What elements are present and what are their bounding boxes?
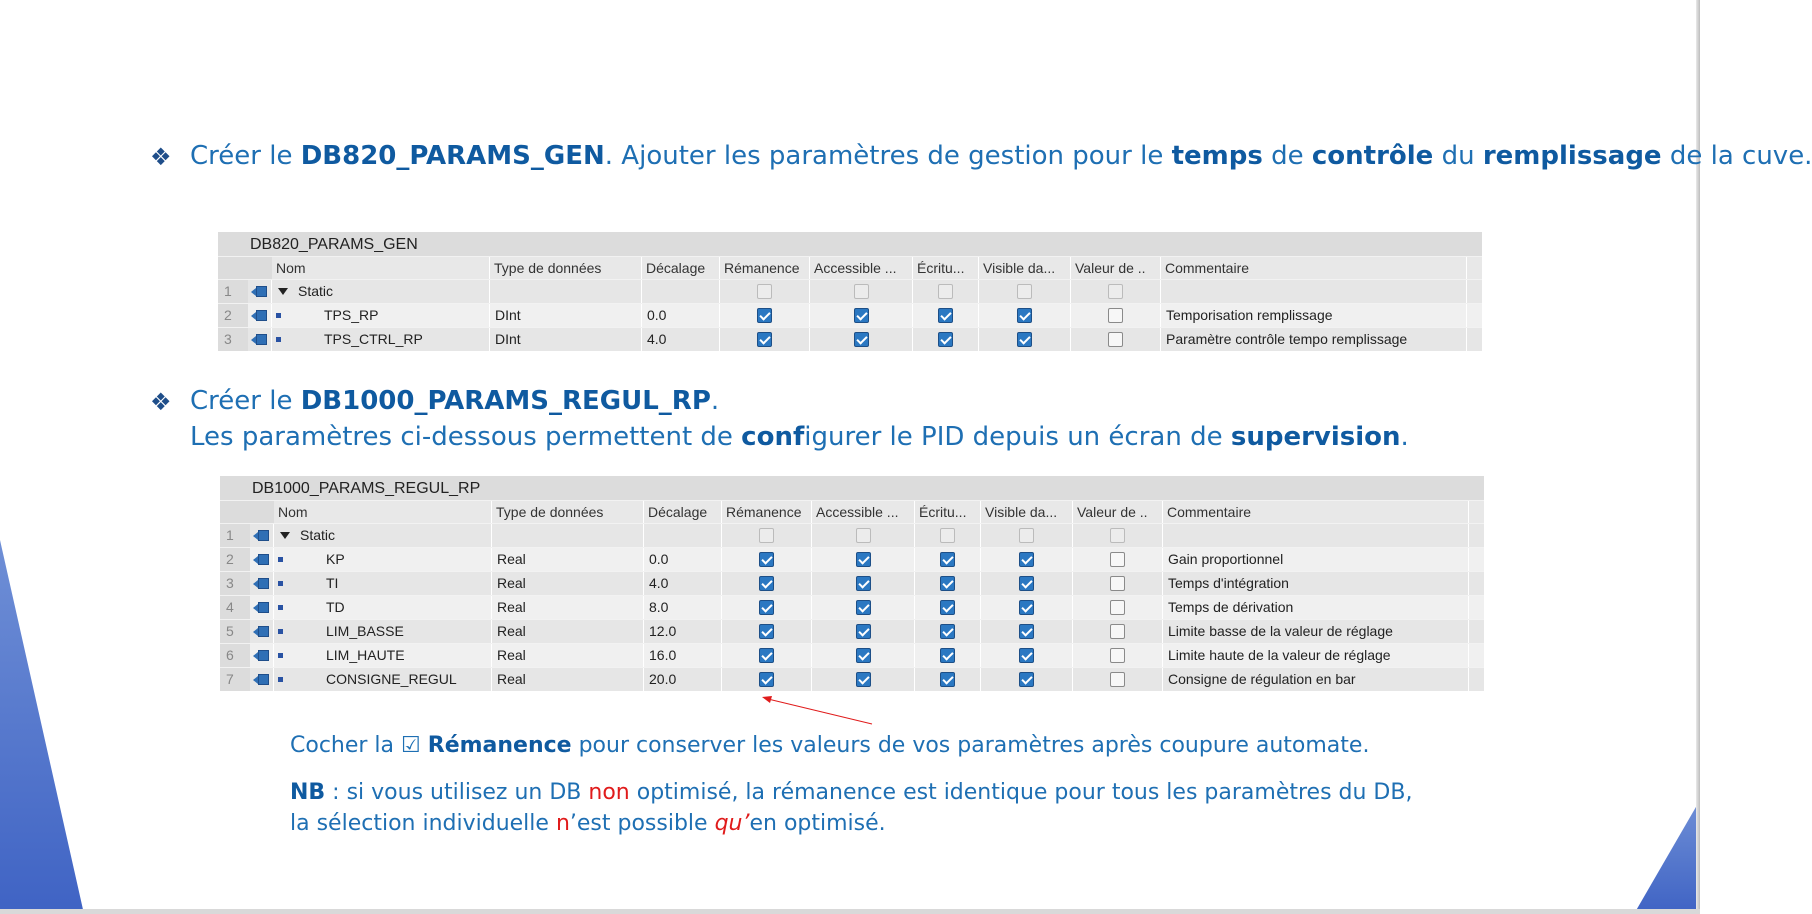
row-icon-cell [250,620,274,643]
variable-name: Static [298,283,334,299]
row-icon-cell [250,548,274,571]
offset-cell: 8.0 [644,596,722,619]
checkbox-checked[interactable] [940,624,955,639]
table-row[interactable] [218,303,1482,327]
row-number: 4 [220,596,250,619]
checkbox-cell [915,644,981,667]
note-remanence [290,733,1369,758]
comment-cell[interactable]: Temps de dérivation [1163,596,1469,619]
checkbox-unchecked[interactable] [856,528,871,543]
checkbox-unchecked[interactable] [1108,284,1123,299]
checkbox-checked[interactable] [854,332,869,347]
text: en optimisé. [749,811,886,836]
column-header[interactable]: Type de données [490,257,642,279]
header-spacer [220,501,274,523]
column-header[interactable]: Rémanence [722,501,812,523]
text: optimisé, la rémanence est identique pour tous les paramètres du DB, [629,780,1413,805]
variable-name-cell[interactable] [274,620,492,643]
checkbox-checked[interactable] [1019,672,1034,687]
row-number: 5 [220,620,250,643]
variable-icon [276,313,281,318]
checkbox-unchecked[interactable] [1110,600,1125,615]
row-icon-cell [250,524,274,547]
data-type-cell[interactable]: Real [492,644,644,667]
text: igurer le PID depuis un écran de [804,422,1231,452]
variable-name-cell[interactable] [274,668,492,691]
checkbox-checked[interactable] [856,552,871,567]
checkbox-unchecked[interactable] [1110,648,1125,663]
checkbox-cell [812,572,915,595]
row-icon-cell [250,596,274,619]
checkbox-cell [722,644,812,667]
offset-cell: 0.0 [644,548,722,571]
checkbox-checked[interactable] [940,648,955,663]
checkbox-checked[interactable] [757,332,772,347]
variable-name: TPS_RP [324,307,379,323]
checkbox-checked[interactable] [940,600,955,615]
checkbox-unchecked[interactable] [1110,552,1125,567]
row-icon-cell [248,328,272,351]
variable-icon [276,337,281,342]
checkbox-cell [812,524,915,547]
checkbox-checked[interactable] [856,624,871,639]
row-number: 2 [220,548,250,571]
text: . Ajouter les paramètres de gestion pour le [604,141,1172,171]
checkbox-cell [981,572,1073,595]
variable-name-cell[interactable] [272,328,490,351]
checkbox-checked[interactable] [759,576,774,591]
checkbox-cell [981,644,1073,667]
comment-cell[interactable]: Limite haute de la valeur de réglage [1163,644,1469,667]
text: la sélection individuelle [290,811,556,836]
keyword: conf [741,422,805,452]
keyword: NB [290,780,326,805]
note-nb-line-2 [290,811,886,836]
data-type-cell[interactable]: Real [492,548,644,571]
keyword: contrôle [1311,141,1434,171]
row-icon-cell [248,304,272,327]
keyword: supervision [1230,422,1401,452]
checkbox-checked[interactable] [1019,624,1034,639]
db-interface-icon [251,334,267,345]
comment-cell[interactable] [1161,280,1467,303]
variable-name-cell[interactable] [274,644,492,667]
checkbox-unchecked[interactable] [1108,332,1123,347]
row-number: 1 [220,524,250,547]
variable-name-cell[interactable] [274,572,492,595]
checkbox-checked[interactable] [856,648,871,663]
text: Les paramètres ci-dessous permettent de [190,422,742,452]
checkbox-cell [915,596,981,619]
column-header[interactable]: Accessible ... [812,501,915,523]
text: du [1433,141,1483,171]
checkbox-cell [979,328,1071,351]
slide-edge [1696,0,1700,914]
checkbox-cell [913,328,979,351]
checkbox-checked[interactable] [1019,576,1034,591]
db-interface-icon [253,554,269,565]
text: Cocher la ☑ [290,733,428,758]
db-interface-icon [253,530,269,541]
db-table-params-regul [220,476,1484,691]
comment-cell[interactable]: Limite basse de la valeur de réglage [1163,620,1469,643]
checkbox-cell [722,548,812,571]
offset-cell: 20.0 [644,668,722,691]
column-header[interactable]: Visible da... [981,501,1073,523]
instruction-line-2 [190,386,719,416]
checkbox-cell [812,644,915,667]
column-header[interactable]: Décalage [644,501,722,523]
expand-arrow-icon[interactable] [280,532,290,539]
checkbox-cell [1071,328,1161,351]
highlight: n [555,811,570,836]
data-type-cell[interactable]: DInt [490,328,642,351]
table-row[interactable] [218,279,1482,303]
data-type-cell[interactable] [490,280,642,303]
data-type-cell[interactable]: DInt [490,304,642,327]
db-table-title: DB1000_PARAMS_REGUL_RP [220,476,1484,500]
checkbox-cell [722,596,812,619]
checkbox-unchecked[interactable] [759,528,774,543]
comment-cell[interactable]: Gain proportionnel [1163,548,1469,571]
checkbox-cell [810,304,913,327]
checkbox-checked[interactable] [1019,552,1034,567]
expand-arrow-icon[interactable] [278,288,288,295]
text: . [1400,422,1409,452]
table-row[interactable] [220,547,1484,571]
checkbox-cell [1073,572,1163,595]
instruction-line-3 [190,422,1409,452]
variable-name: LIM_BASSE [326,623,404,639]
comment-cell[interactable]: Paramètre contrôle tempo remplissage [1161,328,1467,351]
decorative-triangle-right [1634,800,1700,914]
checkbox-checked[interactable] [757,308,772,323]
checkbox-unchecked[interactable] [938,284,953,299]
checkbox-checked[interactable] [1019,600,1034,615]
db-interface-icon [253,674,269,685]
data-type-cell[interactable]: Real [492,596,644,619]
variable-icon [278,629,283,634]
checkbox-cell [812,548,915,571]
keyword: temps [1171,141,1263,171]
header-spacer [218,257,272,279]
checkbox-unchecked[interactable] [854,284,869,299]
checkbox-unchecked[interactable] [1108,308,1123,323]
column-header[interactable]: Valeur de .. [1073,501,1163,523]
variable-icon [278,557,283,562]
db-name: DB820_PARAMS_GEN [300,141,605,171]
checkbox-cell [981,548,1073,571]
highlight: non [588,780,630,805]
red-arrow-pointer [756,690,876,730]
variable-name: KP [326,551,345,567]
column-header[interactable]: Décalage [642,257,720,279]
column-header[interactable]: Commentaire [1161,257,1467,279]
text: ’est possible [569,811,715,836]
slide-bottom-edge [0,909,1700,914]
table-row[interactable] [220,619,1484,643]
row-icon-cell [250,572,274,595]
column-header[interactable]: Écritu... [915,501,981,523]
checkbox-unchecked[interactable] [1017,284,1032,299]
table-row[interactable] [218,327,1482,351]
variable-name: TD [326,599,345,615]
row-number: 1 [218,280,248,303]
data-type-cell[interactable]: Real [492,572,644,595]
checkbox-cell [812,668,915,691]
table-row[interactable] [220,667,1484,691]
variable-icon [278,653,283,658]
checkbox-unchecked[interactable] [940,528,955,543]
variable-icon [278,605,283,610]
db-interface-icon [253,578,269,589]
checkbox-unchecked[interactable] [1110,528,1125,543]
checkbox-cell [981,596,1073,619]
table-row[interactable] [220,595,1484,619]
keyword: Rémanence [427,733,572,758]
row-number: 3 [218,328,248,351]
checkbox-cell [981,620,1073,643]
db-name: DB1000_PARAMS_REGUL_RP [300,386,711,416]
checkbox-unchecked[interactable] [1110,672,1125,687]
text: . [710,386,720,416]
checkbox-checked[interactable] [938,332,953,347]
comment-cell[interactable] [1163,524,1469,547]
checkbox-cell [1071,304,1161,327]
offset-cell [642,280,720,303]
db-interface-icon [253,602,269,613]
db-interface-icon [253,650,269,661]
checkbox-checked[interactable] [759,600,774,615]
variable-name: LIM_HAUTE [326,647,405,663]
data-type-cell[interactable]: Real [492,620,644,643]
checkbox-cell [1073,524,1163,547]
data-type-cell[interactable] [492,524,644,547]
checkbox-checked[interactable] [1017,332,1032,347]
checkbox-checked[interactable] [856,576,871,591]
checkbox-cell [1073,596,1163,619]
checkbox-cell [915,620,981,643]
checkbox-cell [722,524,812,547]
checkbox-cell [722,572,812,595]
checkbox-cell [915,572,981,595]
column-header[interactable]: Valeur de .. [1071,257,1161,279]
comment-cell[interactable]: Consigne de régulation en bar [1163,668,1469,691]
offset-cell: 12.0 [644,620,722,643]
checkbox-checked[interactable] [940,576,955,591]
offset-cell [644,524,722,547]
checkbox-cell [1071,280,1161,303]
text: : si vous utilisez un DB [325,780,589,805]
decorative-triangle-left [0,540,84,914]
checkbox-cell [720,328,810,351]
checkbox-cell [1073,644,1163,667]
note-nb-line-1 [290,780,1412,805]
variable-name: TPS_CTRL_RP [324,331,423,347]
checkbox-checked[interactable] [759,624,774,639]
checkbox-cell [722,668,812,691]
keyword: remplissage [1482,141,1662,171]
checkbox-cell [979,280,1071,303]
checkbox-checked[interactable] [1019,648,1034,663]
bullet-icon: ❖ [150,143,172,171]
checkbox-cell [810,280,913,303]
column-header[interactable]: Visible da... [979,257,1071,279]
checkbox-checked[interactable] [856,672,871,687]
variable-name: TI [326,575,339,591]
table-row[interactable] [220,523,1484,547]
variable-name-cell[interactable] [274,524,492,547]
db-table-params-gen [218,232,1482,351]
comment-cell[interactable]: Temps d'intégration [1163,572,1469,595]
checkbox-checked[interactable] [938,308,953,323]
checkbox-unchecked[interactable] [1019,528,1034,543]
checkbox-unchecked[interactable] [757,284,772,299]
checkbox-cell [720,280,810,303]
checkbox-cell [915,668,981,691]
checkbox-cell [979,304,1071,327]
variable-name: Static [300,527,336,543]
text: de [1262,141,1312,171]
checkbox-cell [1073,668,1163,691]
checkbox-checked[interactable] [1017,308,1032,323]
checkbox-checked[interactable] [759,552,774,567]
checkbox-cell [1073,548,1163,571]
text: de la cuve. [1661,141,1812,171]
table-header-row [218,256,1482,279]
table-header-row [220,500,1484,523]
data-type-cell[interactable]: Real [492,668,644,691]
row-icon-cell [248,280,272,303]
checkbox-checked[interactable] [759,648,774,663]
checkbox-cell [812,620,915,643]
checkbox-checked[interactable] [940,552,955,567]
column-header[interactable]: Commentaire [1163,501,1469,523]
row-number: 3 [220,572,250,595]
checkbox-checked[interactable] [854,308,869,323]
table-row[interactable] [220,643,1484,667]
checkbox-cell [981,668,1073,691]
column-header[interactable]: Type de données [492,501,644,523]
bullet-icon: ❖ [150,388,172,416]
offset-cell: 0.0 [642,304,720,327]
offset-cell: 16.0 [644,644,722,667]
variable-name-cell[interactable] [274,548,492,571]
variable-name-cell[interactable] [274,596,492,619]
column-header[interactable]: Nom [272,257,490,279]
text: Créer le [190,141,301,171]
table-row[interactable] [220,571,1484,595]
checkbox-cell [812,596,915,619]
checkbox-cell [913,280,979,303]
offset-cell: 4.0 [642,328,720,351]
variable-icon [278,677,283,682]
checkbox-cell [915,548,981,571]
variable-name-cell[interactable] [272,304,490,327]
comment-cell[interactable]: Temporisation remplissage [1161,304,1467,327]
offset-cell: 4.0 [644,572,722,595]
checkbox-cell [1073,620,1163,643]
db-interface-icon [253,626,269,637]
column-header[interactable]: Accessible ... [810,257,913,279]
db-interface-icon [251,310,267,321]
column-header[interactable]: Nom [274,501,492,523]
db-table-title: DB820_PARAMS_GEN [218,232,1482,256]
variable-name: CONSIGNE_REGUL [326,671,457,687]
text: Créer le [190,386,301,416]
checkbox-cell [981,524,1073,547]
checkbox-cell [810,328,913,351]
checkbox-cell [722,620,812,643]
row-icon-cell [250,668,274,691]
checkbox-checked[interactable] [759,672,774,687]
row-number: 7 [220,668,250,691]
checkbox-cell [915,524,981,547]
variable-icon [278,581,283,586]
column-header[interactable]: Rémanence [720,257,810,279]
instruction-line-1 [190,141,1812,171]
checkbox-cell [720,304,810,327]
checkbox-cell [913,304,979,327]
row-number: 6 [220,644,250,667]
checkbox-unchecked[interactable] [1110,576,1125,591]
highlight: qu’ [714,811,750,836]
column-header[interactable]: Écritu... [913,257,979,279]
row-icon-cell [250,644,274,667]
db-interface-icon [251,286,267,297]
checkbox-checked[interactable] [940,672,955,687]
variable-name-cell[interactable] [272,280,490,303]
text: pour conserver les valeurs de vos paramètres après coupure automate. [571,733,1370,758]
checkbox-checked[interactable] [856,600,871,615]
checkbox-unchecked[interactable] [1110,624,1125,639]
row-number: 2 [218,304,248,327]
